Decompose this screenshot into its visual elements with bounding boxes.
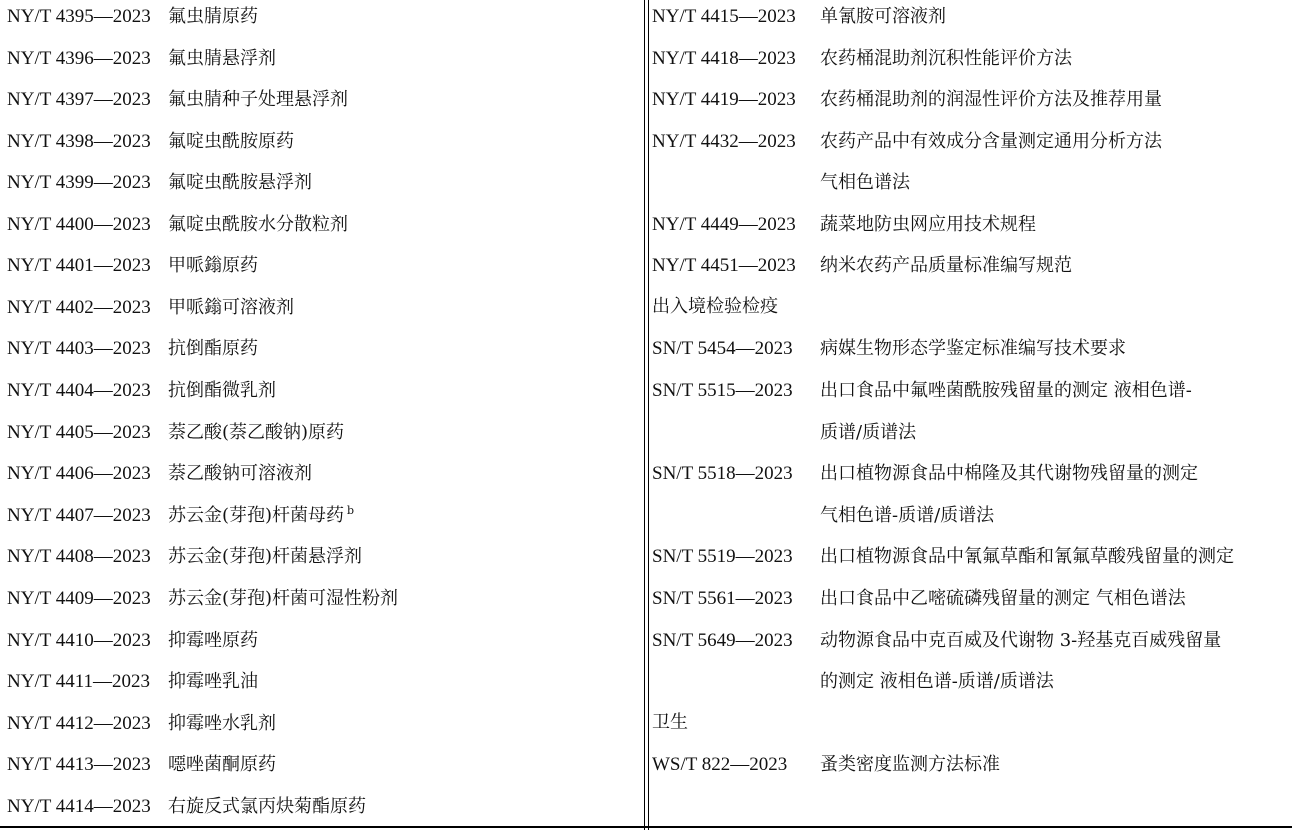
standard-code: NY/T 4408—2023 xyxy=(7,546,151,567)
standard-title: 甲哌鎓可溶液剂 xyxy=(168,297,294,318)
standard-title: 出口植物源食品中氰氟草酯和氰氟草酸残留量的测定 xyxy=(820,546,1234,567)
bottom-rule xyxy=(0,826,1292,828)
section-heading: 出入境检验检疫 xyxy=(652,296,778,317)
standard-entry xyxy=(652,583,1186,625)
standard-title: 甲哌鎓原药 xyxy=(168,255,258,276)
standard-entry xyxy=(652,126,1162,168)
standard-title: 单氰胺可溶液剂 xyxy=(820,6,946,27)
standard-title: 氟虫腈悬浮剂 xyxy=(168,48,276,69)
standard-title: 农药桶混助剂沉积性能评价方法 xyxy=(820,48,1072,69)
standard-title: 苏云金(芽孢)杆菌母药 xyxy=(168,505,345,526)
standard-code: SN/T 5518—2023 xyxy=(652,463,793,484)
standard-title: 苏云金(芽孢)杆菌悬浮剂 xyxy=(168,546,363,567)
standard-code: NY/T 4399—2023 xyxy=(7,172,151,193)
standard-entry xyxy=(652,333,1126,375)
standard-entry xyxy=(652,43,1072,85)
standard-entry xyxy=(7,43,276,85)
standard-entry xyxy=(652,209,1036,251)
standard-code: NY/T 4419—2023 xyxy=(652,89,796,110)
standard-entry xyxy=(652,749,1000,791)
standard-entry xyxy=(7,1,258,43)
standard-code: NY/T 4405—2023 xyxy=(7,422,151,443)
standard-title: 抗倒酯原药 xyxy=(168,338,258,359)
standard-title-continuation xyxy=(652,666,1054,708)
footnote-marker: b xyxy=(347,504,355,517)
standard-title: 萘乙酸钠可溶液剂 xyxy=(168,463,312,484)
standard-title: 动物源食品中克百威及代谢物 3-羟基克百威残留量 xyxy=(820,630,1222,651)
standard-entry xyxy=(7,541,362,583)
standard-code: SN/T 5649—2023 xyxy=(652,630,793,651)
standard-code: NY/T 4407—2023 xyxy=(7,505,151,526)
standard-title: 氟啶虫酰胺原药 xyxy=(168,131,294,152)
standard-title: 苏云金(芽孢)杆菌可湿性粉剂 xyxy=(168,588,399,609)
standard-title: 病媒生物形态学鉴定标准编写技术要求 xyxy=(820,338,1126,359)
section-heading: 卫生 xyxy=(652,712,688,733)
standard-code: NY/T 4413—2023 xyxy=(7,754,151,775)
standard-entry xyxy=(652,625,1221,667)
standard-code: SN/T 5454—2023 xyxy=(652,338,793,359)
standard-code: NY/T 4400—2023 xyxy=(7,214,151,235)
standard-entry xyxy=(7,292,294,334)
standard-code: NY/T 4402—2023 xyxy=(7,297,151,318)
standard-code: NY/T 4432—2023 xyxy=(652,131,796,152)
standard-code: SN/T 5515—2023 xyxy=(652,380,793,401)
standard-title: 气相色谱-质谱/质谱法 xyxy=(820,505,995,526)
standard-entry xyxy=(7,209,348,251)
standard-title: 抑霉唑原药 xyxy=(168,630,258,651)
standard-title: 纳米农药产品质量标准编写规范 xyxy=(820,255,1072,276)
standard-entry xyxy=(652,375,1192,417)
standard-title: 蚤类密度监测方法标准 xyxy=(820,754,1000,775)
standard-entry xyxy=(652,84,1162,126)
standard-entry xyxy=(7,458,312,500)
standard-code: SN/T 5561—2023 xyxy=(652,588,793,609)
standard-entry xyxy=(7,126,294,168)
standard-title: 出口食品中乙嘧硫磷残留量的测定 气相色谱法 xyxy=(820,588,1186,609)
standard-entry xyxy=(7,500,354,542)
standard-title: 农药桶混助剂的润湿性评价方法及推荐用量 xyxy=(820,89,1162,110)
standard-entry xyxy=(7,708,276,750)
standard-entry xyxy=(7,84,348,126)
standard-title: 农药产品中有效成分含量测定通用分析方法 xyxy=(820,131,1162,152)
standard-code: NY/T 4415—2023 xyxy=(652,6,796,27)
standard-title: 右旋反式氯丙炔菊酯原药 xyxy=(168,796,366,817)
standard-title: 蔬菜地防虫网应用技术规程 xyxy=(820,214,1036,235)
standard-code: NY/T 4411—2023 xyxy=(7,671,151,692)
standard-title: 的测定 液相色谱-质谱/质谱法 xyxy=(820,671,1054,692)
standard-entry xyxy=(7,375,276,417)
standard-title: 氟虫腈原药 xyxy=(168,6,258,27)
standard-title: 质谱/质谱法 xyxy=(820,422,917,443)
standard-entry xyxy=(7,666,258,708)
standard-title: 氟啶虫酰胺水分散粒剂 xyxy=(168,214,348,235)
standard-code: NY/T 4414—2023 xyxy=(7,796,151,817)
standard-code: NY/T 4398—2023 xyxy=(7,131,151,152)
standard-entry xyxy=(7,417,344,459)
standard-code: NY/T 4412—2023 xyxy=(7,713,151,734)
standard-code: NY/T 4397—2023 xyxy=(7,89,151,110)
column-divider xyxy=(644,0,645,830)
standard-code: NY/T 4406—2023 xyxy=(7,463,151,484)
standard-title: 气相色谱法 xyxy=(820,172,910,193)
standard-title-continuation xyxy=(652,500,994,542)
standard-code: NY/T 4409—2023 xyxy=(7,588,151,609)
standard-title-continuation xyxy=(652,417,916,459)
standard-title: 抗倒酯微乳剂 xyxy=(168,380,276,401)
standard-entry xyxy=(7,333,258,375)
standard-code: NY/T 4410—2023 xyxy=(7,630,151,651)
standard-entry xyxy=(652,458,1198,500)
standard-title: 抑霉唑水乳剂 xyxy=(168,713,276,734)
standard-code: NY/T 4418—2023 xyxy=(652,48,796,69)
standard-title: 抑霉唑乳油 xyxy=(168,671,258,692)
standard-entry xyxy=(7,749,276,791)
standard-code: NY/T 4401—2023 xyxy=(7,255,151,276)
standard-entry xyxy=(652,541,1234,583)
standard-entry xyxy=(7,625,258,667)
standard-code: NY/T 4449—2023 xyxy=(652,214,796,235)
standard-title: 出口植物源食品中棉隆及其代谢物残留量的测定 xyxy=(820,463,1198,484)
standard-code: NY/T 4395—2023 xyxy=(7,6,151,27)
standard-code: NY/T 4404—2023 xyxy=(7,380,151,401)
standard-code: SN/T 5519—2023 xyxy=(652,546,793,567)
standard-entry xyxy=(7,583,398,625)
standard-code: NY/T 4396—2023 xyxy=(7,48,151,69)
standard-title: 萘乙酸(萘乙酸钠)原药 xyxy=(168,422,345,443)
standard-title: 噁唑菌酮原药 xyxy=(168,754,276,775)
standard-code: WS/T 822—2023 xyxy=(652,754,788,775)
column-divider xyxy=(648,0,649,830)
standard-title: 氟虫腈种子处理悬浮剂 xyxy=(168,89,348,110)
standard-title: 氟啶虫酰胺悬浮剂 xyxy=(168,172,312,193)
standard-entry xyxy=(7,250,258,292)
standard-title-continuation xyxy=(652,167,910,209)
standard-code: NY/T 4403—2023 xyxy=(7,338,151,359)
standard-entry xyxy=(652,250,1072,292)
standard-title: 出口食品中氟唑菌酰胺残留量的测定 液相色谱- xyxy=(820,380,1192,401)
standard-code: NY/T 4451—2023 xyxy=(652,255,796,276)
standard-entry xyxy=(652,1,946,43)
standard-entry xyxy=(7,167,312,209)
